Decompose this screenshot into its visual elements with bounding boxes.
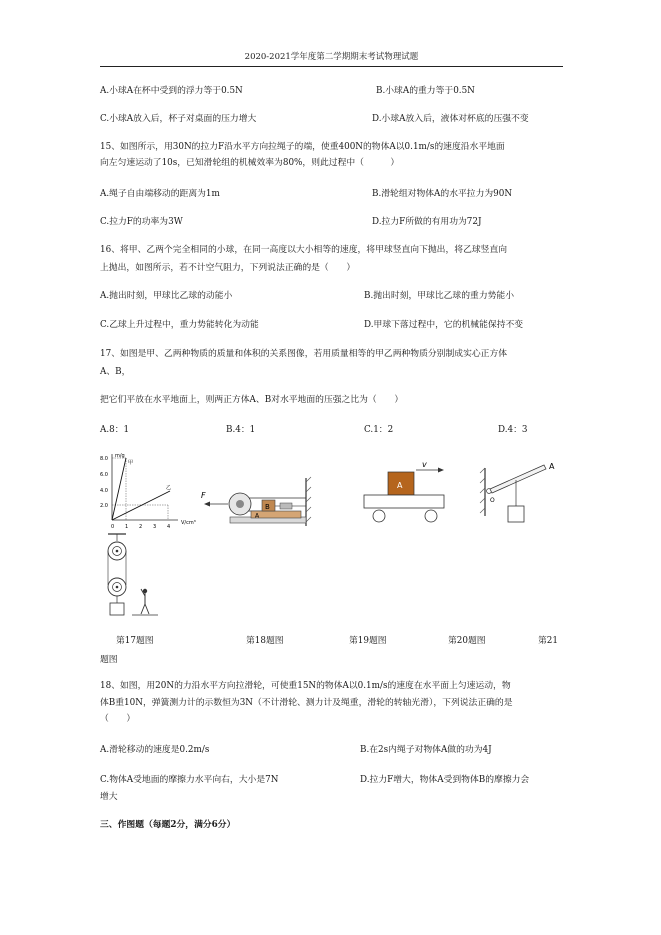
- q17-stem-line-2: A、B，: [100, 367, 131, 377]
- section-3-title: 三、作图题（每题2分，满分6分）: [100, 820, 236, 830]
- q15-option-c: C.拉力F的功率为3W: [100, 217, 183, 227]
- fig20-point-a: A: [549, 462, 555, 471]
- fig17-xtick: 3: [153, 524, 157, 530]
- q18-stem-line-2: 体B重10N，弹簧测力计的示数恒为3N（不计滑轮、测力计及绳重，滑轮的转轴光滑），下列说法正确的是: [100, 698, 513, 708]
- q15-stem-line-1: 15、如图所示，用30N的拉力F沿水平方向拉绳子的端，使重400N的物体A以0.1m/s的速度沿水平地面: [100, 142, 505, 152]
- fig17-ytick: 8.0: [100, 456, 108, 462]
- svg-text:B: B: [265, 503, 270, 511]
- fig17-caption: 第17题图: [116, 636, 154, 646]
- svg-text:A: A: [255, 512, 260, 520]
- q16-option-a: A.抛出时刻，甲球比乙球的动能小: [100, 291, 233, 301]
- q16-option-c: C.乙球上升过程中，重力势能转化为动能: [100, 320, 259, 330]
- page-header: 2020-2021学年度第二学期期末考试物理试题: [100, 50, 563, 67]
- fig20-pivot-label: O: [490, 497, 495, 504]
- q17-stem-line-1: 17、如图是甲、乙两种物质的质量和体积的关系图像，若用质量相等的甲乙两种物质分别制成实心正方体: [100, 349, 508, 359]
- q14-option-b: B.小球A的重力等于0.5N: [376, 86, 475, 96]
- fig18-force-label: F: [201, 491, 206, 500]
- fig21-caption: 第21: [538, 636, 558, 646]
- svg-text:A: A: [397, 481, 403, 490]
- fig17-ytick: 2.0: [100, 503, 108, 509]
- figure-19-diagram: [364, 460, 444, 522]
- q17-option-c: C.1：2: [364, 425, 394, 435]
- q15-option-d: D.拉力F所做的有用功为72J: [372, 217, 482, 227]
- q15-option-a: A.绳子自由端移动的距离为1m: [100, 189, 220, 199]
- fig20-caption: 第20题图: [448, 636, 486, 646]
- q18-option-d: D.拉力F增大，物体A受到物体B的摩擦力会: [360, 775, 530, 785]
- figure-20-diagram: [480, 462, 555, 522]
- fig19-velocity-label: v: [422, 460, 427, 469]
- fig17-ytick: 6.0: [100, 472, 108, 478]
- q14-option-c: C.小球A放入后，杯子对桌面的压力增大: [100, 114, 257, 124]
- q18-stem-line-3: （ ）: [100, 714, 136, 724]
- fig17-xtick: 1: [125, 524, 129, 530]
- q18-option-c: C.物体A受地面的摩擦力水平向右，大小是7N: [100, 775, 279, 785]
- figure-17-graph: [100, 453, 196, 530]
- fig19-caption: 第19题图: [349, 636, 387, 646]
- q15-option-b: B.滑轮组对物体A的水平拉力为90N: [372, 189, 513, 199]
- q14-option-a: A.小球A在杯中受到的浮力等于0.5N: [100, 86, 243, 96]
- q17-option-d: D.4：3: [498, 425, 528, 435]
- fig21-caption-tail: 题图: [100, 655, 118, 665]
- q18-option-d-cont: 增大: [100, 792, 118, 802]
- figures-row: [94, 448, 564, 624]
- q16-option-b: B.抛出时刻，甲球比乙球的重力势能小: [364, 291, 515, 301]
- fig17-series-yi: 乙: [166, 485, 172, 491]
- fig17-xtick: 4: [167, 524, 171, 530]
- q18-stem-line-1: 18、如图，用20N的力沿水平方向拉滑轮，可使重15N的物体A以0.1m/s的速度在水平面上匀速运动，物: [100, 681, 511, 691]
- q16-stem-line-2: 上抛出，如图所示，若不计空气阻力，下列说法正确的是（ ）: [100, 263, 356, 273]
- q15-stem-line-2: 向左匀速运动了10s，已知滑轮组的机械效率为80%，则此过程中（ ）: [100, 158, 400, 168]
- q18-option-a: A.滑轮移动的速度是0.2m/s: [100, 745, 210, 755]
- q14-option-d: D.小球A放入后，液体对杯底的压强不变: [372, 114, 529, 124]
- q18-option-b: B.在2s内绳子对物体A做的功为4J: [360, 745, 492, 755]
- fig17-ylabel: m/g: [115, 453, 125, 459]
- fig17-xtick: 2: [139, 524, 143, 530]
- q16-stem-line-1: 16、将甲、乙两个完全相同的小球，在同一高度以大小相等的速度，将甲球竖直向下抛出，将乙球竖直向: [100, 245, 508, 255]
- figure-21-diagram: [108, 534, 158, 615]
- q17-option-b: B.4：1: [226, 425, 256, 435]
- fig17-ytick: 4.0: [100, 488, 108, 494]
- fig17-xtick: 0: [111, 524, 115, 530]
- q17-stem-line-3: 把它们平放在水平地面上，则两正方体A、B对水平地面的压强之比为（ ）: [100, 395, 404, 405]
- fig18-caption: 第18题图: [246, 636, 284, 646]
- q17-option-a: A.8：1: [100, 425, 130, 435]
- figure-18-diagram: [201, 477, 311, 526]
- fig17-xlabel: V/cm³: [181, 520, 196, 526]
- q16-option-d: D.甲球下落过程中，它的机械能保持不变: [364, 320, 524, 330]
- fig17-series-jia: 甲: [128, 460, 134, 466]
